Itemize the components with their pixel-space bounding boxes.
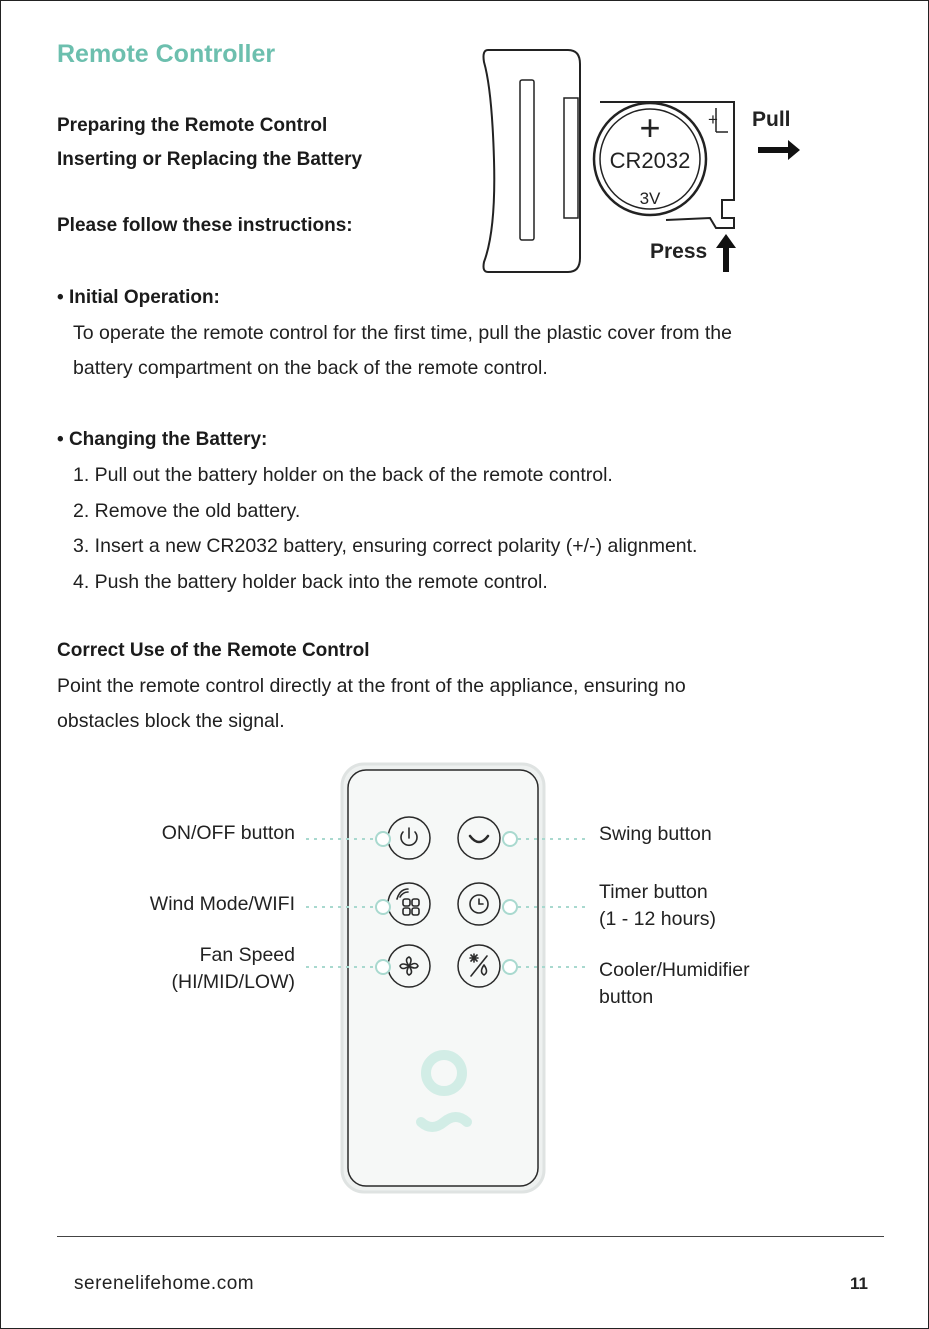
pull-arrow-icon <box>758 140 800 160</box>
page-number: 11 <box>850 1274 868 1293</box>
cooler-label-line2: button <box>599 986 654 1008</box>
changing-step-3: 3. Insert a new CR2032 battery, ensuring correct polarity (+/-) alignment. <box>73 535 698 557</box>
initial-operation-line1: To operate the remote control for the first time, pull the plastic cover from the <box>73 322 732 344</box>
fan-speed-label-line1: Fan Speed <box>199 944 295 966</box>
changing-step-4: 4. Push the battery holder back into the remote control. <box>73 571 548 593</box>
changing-step-1: 1. Pull out the battery holder on the back of the remote control. <box>73 464 613 486</box>
instructions-heading: Please follow these instructions: <box>57 215 353 236</box>
on-off-label: ON/OFF button <box>161 822 295 844</box>
holder-plus-text: + <box>708 110 718 129</box>
changing-step-2: 2. Remove the old battery. <box>73 500 301 522</box>
fan-speed-label-line2: (HI/MID/LOW) <box>171 971 295 993</box>
battery-diagram <box>470 40 810 280</box>
press-label: Press <box>650 240 708 263</box>
swing-label: Swing button <box>599 823 712 845</box>
correct-use-line1: Point the remote control directly at the front of the appliance, ensuring no <box>57 675 686 697</box>
prep-heading-line1: Preparing the Remote Control <box>57 115 328 136</box>
remote-illustration <box>300 760 600 1200</box>
correct-use-line2: obstacles block the signal. <box>57 710 285 732</box>
initial-operation-heading: • Initial Operation: <box>57 287 220 309</box>
pull-label: Pull <box>752 108 791 131</box>
footer-divider <box>57 1236 884 1237</box>
battery-plus-text: + <box>639 107 661 148</box>
changing-battery-heading: • Changing the Battery: <box>57 429 267 451</box>
prep-heading-line2: Inserting or Replacing the Battery <box>57 149 363 170</box>
battery-model-text: CR2032 <box>609 148 691 173</box>
wind-mode-label: Wind Mode/WIFI <box>149 893 295 915</box>
battery-voltage-text: 3V <box>639 189 661 208</box>
page-title: Remote Controller <box>57 40 276 68</box>
swing-button <box>458 817 500 859</box>
initial-operation-line2: battery compartment on the back of the remote control. <box>73 357 548 379</box>
wind-mode-button <box>388 883 430 925</box>
footer-website: serenelifehome.com <box>74 1273 255 1294</box>
timer-label-line2: (1 - 12 hours) <box>599 908 717 930</box>
holder-rail <box>564 98 578 218</box>
cooler-label-line1: Cooler/Humidifier <box>599 959 750 981</box>
timer-label-line1: Timer button <box>599 881 708 903</box>
correct-use-heading: Correct Use of the Remote Control <box>57 640 370 661</box>
press-arrow-icon <box>716 234 736 272</box>
